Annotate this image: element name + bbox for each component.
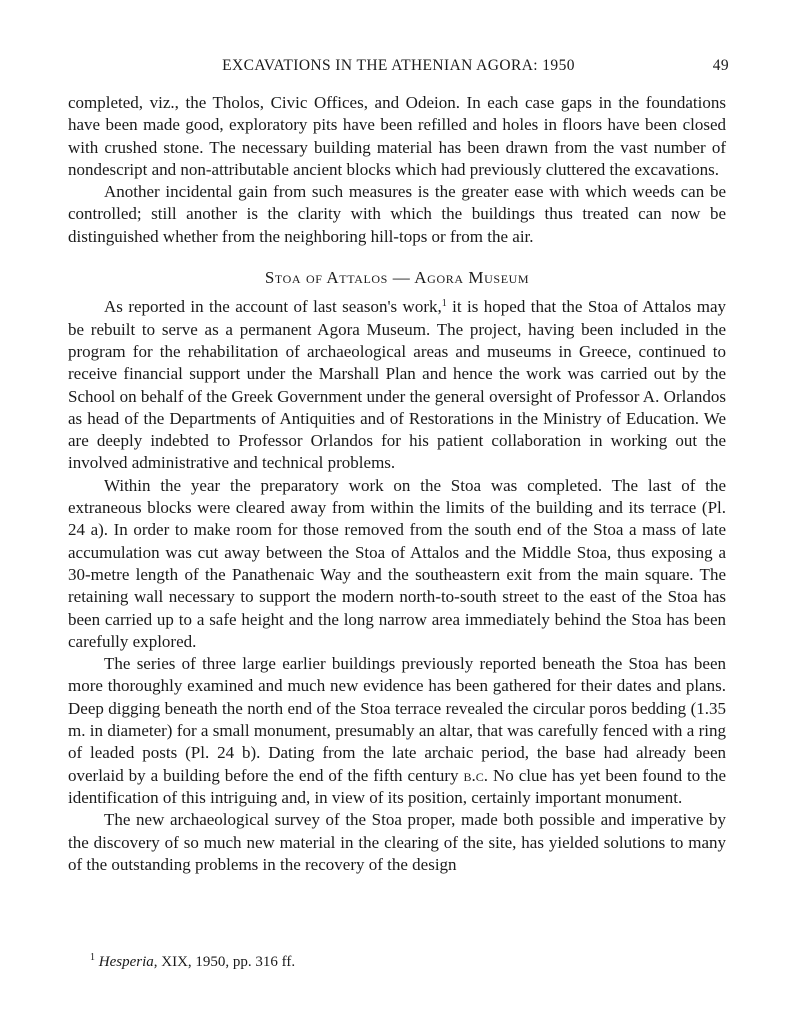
- footnote: [90, 954, 295, 971]
- text-segment: As reported in the account of last season's work,: [104, 297, 442, 317]
- footnote-citation: , XIX, 1950, pp. 316 ff.: [153, 954, 296, 970]
- paragraph-stoa-museum: [68, 296, 726, 474]
- text-segment: The series of three large earlier buildings previously reported beneath the Stoa has been more thoroughly examined and much new evidence has been gathered for their dates and plans. Deep digging beneath the north end of the Stoa terrace revealed the circular poros bedding (1.35 m. in diameter) for a small monument, presumably an altar, that was carefully fenced with a ring of leaded posts (Pl. 24 b). Dating from the late archaic period, the base had already been overlaid by a building before the end of the fifth century: [68, 654, 726, 785]
- running-title: EXCAVATIONS IN THE ATHENIAN AGORA: 1950: [222, 57, 575, 74]
- era-abbreviation: b.c.: [463, 765, 488, 785]
- paragraph-survey: The new archaeological survey of the Stoa proper, made both possible and imperative by the discovery of so much new material in the clearing of the site, has yielded solutions to many of the outstanding problems in the recovery of the design: [68, 810, 726, 874]
- paragraph-continued: completed, viz., the Tholos, Civic Offices, and Odeion. In each case gaps in the foundations have been made good, exploratory pits have been refilled and holes in floors have been closed with crushed stone. The necessary building material has been drawn from the vast number of nondescript and non-attributable ancient blocks which had previously cluttered the excavations.: [68, 93, 726, 179]
- footnote-number: 1: [90, 952, 95, 963]
- text-segment: it is hoped that the Stoa of Attalos may be rebuilt to serve as a permanent Agora Museum. The project, having been included in the program for the rehabilitation of archaeological areas and museums in Greece, continued to receive financial support under the Marshall Plan and hence the work was carried out by the School on behalf of the Greek Government under the general oversight of Professor A. Orlandos as head of the Departments of Antiquities and of Restorations in the Ministry of Education. We are deeply indebted to Professor Orlandos for his patient collaboration in working out the involved administrative and technical problems.: [68, 297, 726, 473]
- running-header: [68, 57, 729, 79]
- section-heading: Stoa of Attalos — Agora Museum: [264, 268, 530, 288]
- paragraph-incidental-gain: Another incidental gain from such measures is the greater ease with which weeds can be controlled; still another is the clarity with which the buildings thus treated can now be distinguished whether from the neighboring hill-tops or from the air.: [68, 182, 726, 246]
- footnote-reference: 1: [441, 298, 447, 310]
- body-text: [68, 92, 726, 876]
- paragraph-earlier-buildings: [68, 653, 726, 809]
- page-number: 49: [712, 57, 729, 74]
- text-segment: No clue has yet been found to the identification of this intriguing and, in view of its position, certainly important monument.: [68, 765, 726, 807]
- footnote-journal: Hesperia: [98, 954, 154, 970]
- paragraph-preparatory-work: Within the year the preparatory work on the Stoa was completed. The last of the extraneous blocks were cleared away from within the limits of the building and its terrace (Pl. 24 a). In order to make room for those removed from the south end of the Stoa a mass of late accumulation was cut away between the Stoa of Attalos and the Middle Stoa, thus exposing a 30-metre length of the Panathenaic Way and the southeastern exit from the main square. The retaining wall necessary to support the modern north-to-south street to the east of the Stoa has been carried up to a safe height and the long narrow area immediately behind the Stoa has been carefully explored.: [68, 475, 726, 651]
